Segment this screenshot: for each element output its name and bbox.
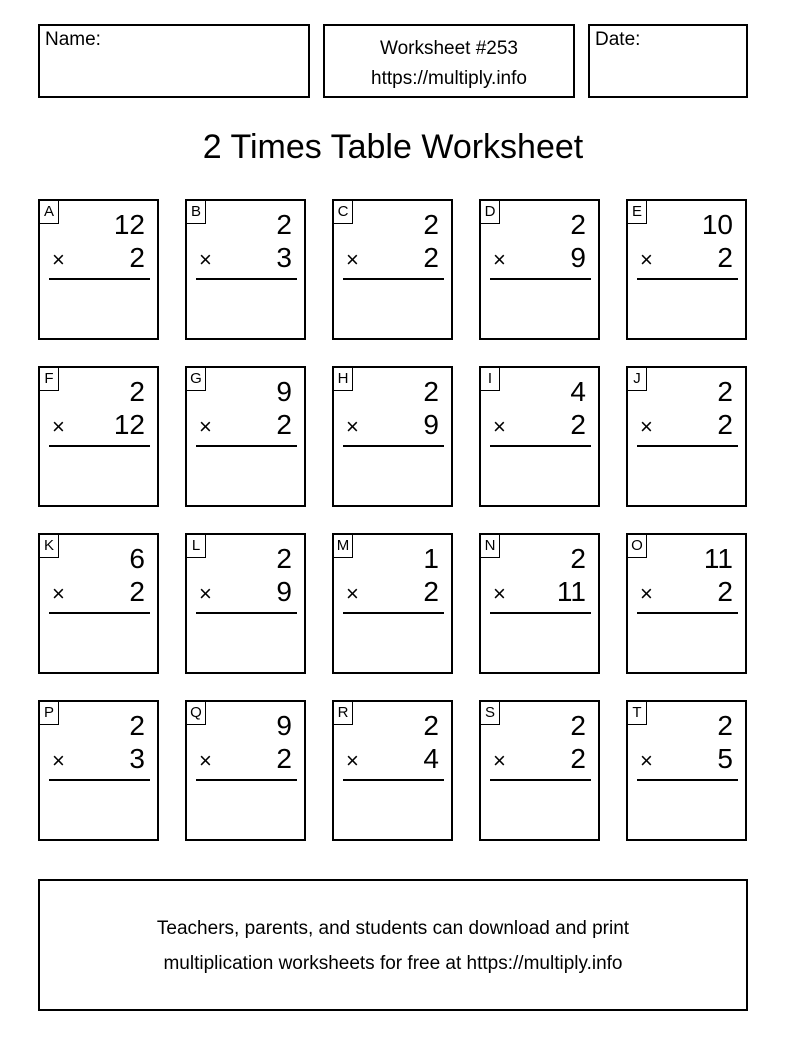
times-sign: × xyxy=(52,414,65,439)
multiplicand: 2 xyxy=(423,209,439,240)
problem-letter: J xyxy=(628,368,647,391)
multiplier: 4 xyxy=(423,743,439,774)
times-sign: × xyxy=(52,247,65,272)
problem-letter: O xyxy=(628,535,647,558)
problem-card xyxy=(38,199,159,340)
multiplier: 2 xyxy=(570,743,586,774)
multiplier: 2 xyxy=(717,409,733,440)
problem-card xyxy=(185,199,306,340)
times-sign: × xyxy=(493,247,506,272)
answer-line xyxy=(196,278,297,280)
problem-letter: M xyxy=(334,535,353,558)
problem-letter: P xyxy=(40,702,59,725)
multiplicand: 1 xyxy=(423,543,439,574)
multiplier: 2 xyxy=(423,576,439,607)
multiplicand: 2 xyxy=(276,209,292,240)
times-sign: × xyxy=(199,748,212,773)
answer-line xyxy=(49,445,150,447)
times-sign: × xyxy=(493,748,506,773)
answer-line xyxy=(637,278,738,280)
answer-line xyxy=(49,612,150,614)
problem-letter: H xyxy=(334,368,353,391)
answer-line xyxy=(49,278,150,280)
problem-card xyxy=(38,366,159,507)
problem-letter: G xyxy=(187,368,206,391)
multiplier: 9 xyxy=(276,576,292,607)
answer-line xyxy=(343,612,444,614)
problem-card xyxy=(626,366,747,507)
footer-line-1: Teachers, parents, and students can download and print xyxy=(156,918,630,939)
multiplicand: 2 xyxy=(570,543,586,574)
multiplier: 2 xyxy=(129,242,145,273)
multiplier: 2 xyxy=(129,576,145,607)
times-sign: × xyxy=(346,748,359,773)
multiplier: 2 xyxy=(570,409,586,440)
multiplicand: 2 xyxy=(423,376,439,407)
problem-card xyxy=(479,700,600,841)
times-sign: × xyxy=(493,414,506,439)
times-sign: × xyxy=(199,581,212,606)
times-sign: × xyxy=(52,748,65,773)
problem-card xyxy=(38,533,159,674)
problem-card xyxy=(626,199,747,340)
problem-letter: K xyxy=(40,535,59,558)
answer-line xyxy=(490,779,591,781)
problem-card xyxy=(185,533,306,674)
times-sign: × xyxy=(199,247,212,272)
multiplier: 11 xyxy=(556,576,586,607)
multiplicand: 2 xyxy=(129,710,145,741)
problem-letter: L xyxy=(187,535,206,558)
multiplicand: 4 xyxy=(570,376,586,407)
multiplicand: 10 xyxy=(701,209,733,240)
multiplicand: 9 xyxy=(276,376,292,407)
footer-line-2: multiplication worksheets for free at https://multiply.info xyxy=(163,953,623,974)
problem-card xyxy=(479,366,600,507)
times-sign: × xyxy=(640,748,653,773)
problem-letter: D xyxy=(481,201,500,224)
multiplier: 2 xyxy=(717,576,733,607)
date-label: Date: xyxy=(595,29,641,50)
problem-letter: F xyxy=(40,368,59,391)
multiplicand: 6 xyxy=(129,543,145,574)
answer-line xyxy=(637,779,738,781)
worksheet-number: Worksheet #253 xyxy=(379,38,518,59)
answer-line xyxy=(49,779,150,781)
problem-card xyxy=(626,533,747,674)
problem-card xyxy=(38,700,159,841)
multiplier: 2 xyxy=(276,409,292,440)
multiplier: 3 xyxy=(276,242,292,273)
footer-box xyxy=(38,879,748,1011)
multiplier: 9 xyxy=(570,242,586,273)
page-title: 2 Times Table Worksheet xyxy=(202,128,584,166)
multiplier: 2 xyxy=(276,743,292,774)
worksheet-url: https://multiply.info xyxy=(371,68,527,89)
multiplier: 9 xyxy=(423,409,439,440)
times-sign: × xyxy=(346,414,359,439)
answer-line xyxy=(343,779,444,781)
problem-letter: Q xyxy=(187,702,206,725)
problem-letter: I xyxy=(481,368,500,391)
multiplicand: 12 xyxy=(113,209,145,240)
multiplicand: 2 xyxy=(717,710,733,741)
multiplier: 12 xyxy=(113,409,145,440)
answer-line xyxy=(343,278,444,280)
answer-line xyxy=(490,445,591,447)
problem-card xyxy=(479,199,600,340)
multiplicand: 2 xyxy=(423,710,439,741)
multiplicand: 11 xyxy=(703,543,733,574)
times-sign: × xyxy=(640,414,653,439)
problem-letter: N xyxy=(481,535,500,558)
problem-card xyxy=(332,199,453,340)
answer-line xyxy=(343,445,444,447)
multiplicand: 9 xyxy=(276,710,292,741)
times-sign: × xyxy=(640,581,653,606)
multiplier: 5 xyxy=(717,743,733,774)
problem-card xyxy=(332,533,453,674)
times-sign: × xyxy=(52,581,65,606)
problem-card xyxy=(626,700,747,841)
problem-card xyxy=(332,366,453,507)
name-label: Name: xyxy=(45,29,101,50)
problem-card xyxy=(332,700,453,841)
times-sign: × xyxy=(493,581,506,606)
answer-line xyxy=(490,278,591,280)
times-sign: × xyxy=(640,247,653,272)
answer-line xyxy=(196,612,297,614)
multiplier: 3 xyxy=(129,743,145,774)
problem-letter: A xyxy=(40,201,59,224)
times-sign: × xyxy=(346,581,359,606)
problem-letter: C xyxy=(334,201,353,224)
multiplicand: 2 xyxy=(570,710,586,741)
problem-letter: S xyxy=(481,702,500,725)
problem-card xyxy=(185,366,306,507)
answer-line xyxy=(196,445,297,447)
times-sign: × xyxy=(199,414,212,439)
multiplicand: 2 xyxy=(276,543,292,574)
problem-letter: R xyxy=(334,702,353,725)
multiplicand: 2 xyxy=(570,209,586,240)
answer-line xyxy=(490,612,591,614)
problem-card xyxy=(185,700,306,841)
problem-letter: E xyxy=(628,201,647,224)
multiplicand: 2 xyxy=(129,376,145,407)
multiplier: 2 xyxy=(423,242,439,273)
multiplier: 2 xyxy=(717,242,733,273)
times-sign: × xyxy=(346,247,359,272)
answer-line xyxy=(637,445,738,447)
problem-letter: B xyxy=(187,201,206,224)
answer-line xyxy=(196,779,297,781)
answer-line xyxy=(637,612,738,614)
problem-card xyxy=(479,533,600,674)
multiplicand: 2 xyxy=(717,376,733,407)
problem-letter: T xyxy=(628,702,647,725)
